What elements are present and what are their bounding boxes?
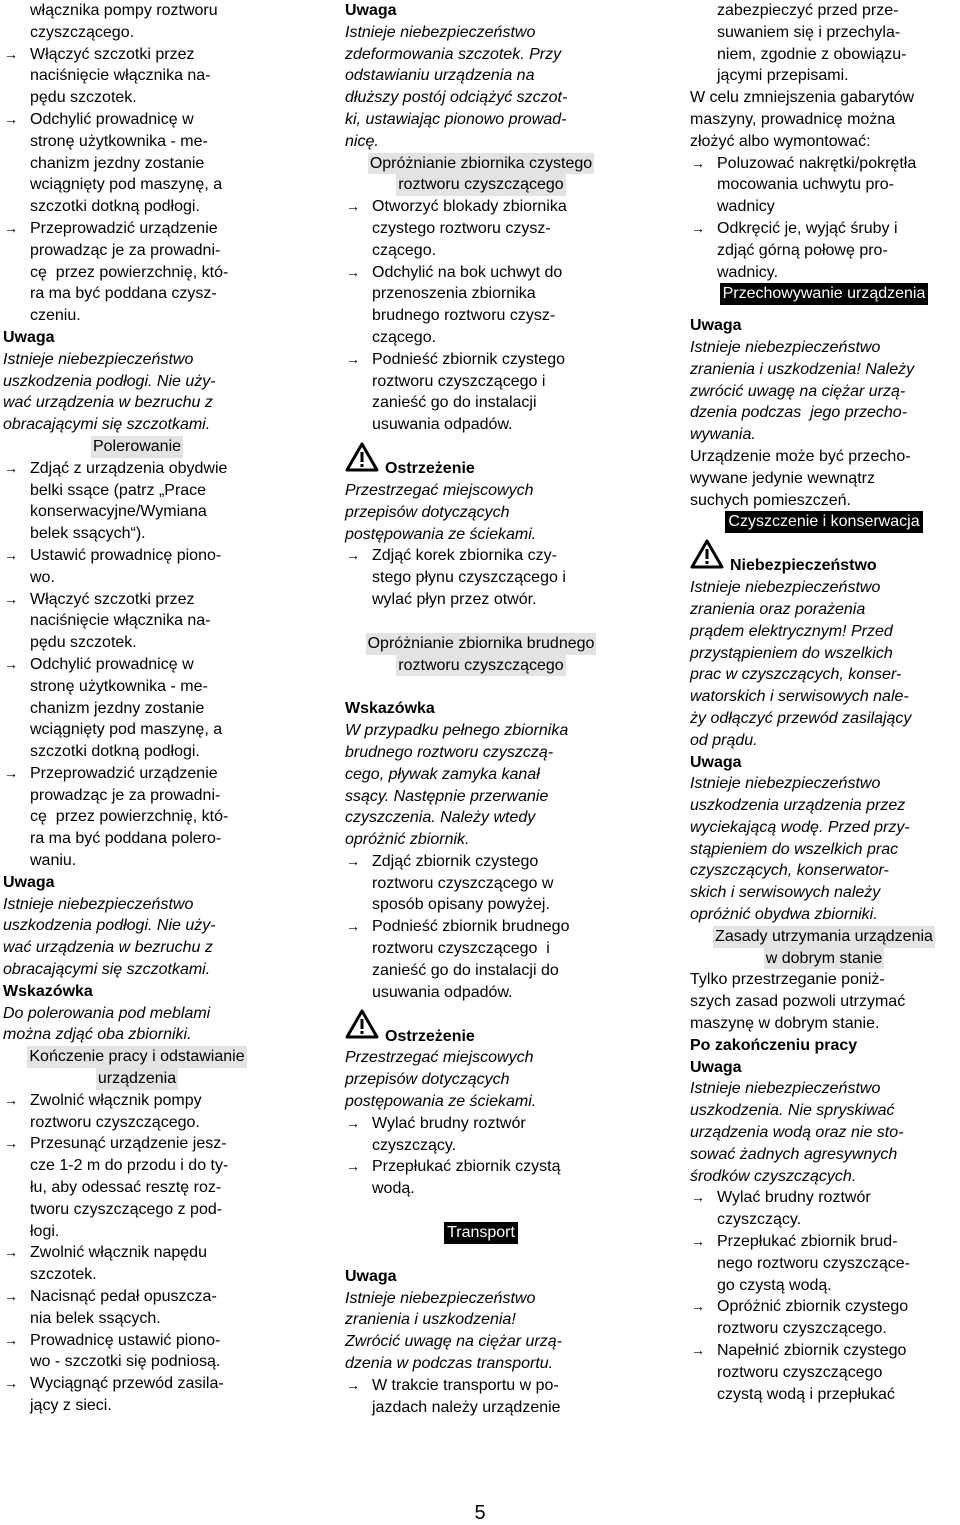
text-line: Polerowanie	[91, 436, 183, 458]
text-line: pędu szczotek.	[30, 634, 137, 652]
text-line: wać urządzenia w bezruchu z	[3, 394, 213, 412]
text-line: roztworu czyszczącego.	[30, 1113, 200, 1131]
text-line: Prowadnicę ustawić piono-	[30, 1331, 221, 1349]
text-line: stego płynu czyszczącego i	[372, 569, 566, 587]
instruction-step	[3, 545, 271, 589]
note-heading	[690, 1057, 958, 1079]
text-line: Opróżnić zbiornik czystego	[717, 1298, 909, 1316]
text-line: Wylać brudny roztwór	[372, 1114, 526, 1132]
warning-title: Ostrzeżenie	[385, 460, 475, 478]
text-line: łu, aby odessać resztę roz-	[30, 1179, 222, 1197]
note-text	[690, 1078, 958, 1187]
text-line: od prądu.	[690, 731, 758, 749]
note-heading	[690, 315, 958, 337]
text-line: opróżnić zbiornik.	[345, 831, 470, 849]
arrow-right-icon: →	[691, 219, 705, 236]
instruction-step	[690, 1340, 958, 1405]
arrow-right-icon: →	[4, 1288, 18, 1305]
note-text	[3, 1003, 271, 1047]
text-line: Poluzować nakrętki/pokrętła	[717, 154, 917, 172]
text-line: nicę.	[345, 132, 379, 150]
text-line: Przepłukać zbiornik brud-	[717, 1233, 898, 1251]
note-text	[690, 337, 958, 446]
note-text	[3, 894, 271, 981]
text-line: Odchylić prowadnicę w	[30, 110, 194, 128]
text-line: Włączyć szczotki przez	[30, 45, 195, 63]
text-line: uszkodzenia podłogi. Nie uży-	[3, 372, 216, 390]
arrow-right-icon: →	[4, 590, 18, 607]
text-line: Uwaga	[345, 1267, 397, 1285]
text-line: naciśnięcie włącznika na-	[30, 612, 211, 630]
text-line: jący z sieci.	[30, 1397, 112, 1414]
arrow-right-icon: →	[691, 1189, 705, 1206]
text-line: chanizm jezdny zostanie	[30, 699, 205, 717]
text-line: jącymi przepisami.	[717, 67, 849, 85]
text-line: roztworu czyszczącego	[396, 655, 565, 677]
text-line: włącznika pompy roztworu	[30, 2, 218, 19]
text-line: Przeprowadzić urządzenie	[30, 219, 218, 237]
text-line: wylać płyn przez otwór.	[372, 590, 537, 608]
text-line: czyszczący.	[717, 1211, 802, 1229]
text-line: obracającymi się szczotkami.	[3, 416, 211, 434]
paragraph	[690, 0, 958, 87]
text-line: w dobrym stanie	[764, 948, 885, 970]
text-line: szczotek.	[30, 1266, 97, 1284]
text-line: Istnieje niebezpieczeństwo	[690, 579, 881, 597]
text-line: skich i serwisowych należy	[690, 884, 881, 902]
text-line: przepisów dotyczących	[345, 1071, 510, 1089]
warning-title: Ostrzeżenie	[385, 1027, 475, 1045]
arrow-right-icon: →	[4, 110, 18, 127]
note-text	[345, 1288, 617, 1375]
text-line: brudnego roztworu czysz-	[372, 307, 556, 325]
instruction-step	[3, 109, 271, 218]
arrow-right-icon: →	[346, 547, 360, 564]
text-line: stąpieniem do wszelkich prac	[690, 840, 899, 858]
text-line: usuwania odpadów.	[372, 983, 513, 1001]
text-line: Zasady utrzymania urządzenia	[713, 926, 935, 948]
text-line: zanieść go do instalacji	[372, 394, 537, 412]
section-heading	[690, 926, 958, 970]
text-line: wciągnięty pod maszynę, a	[30, 721, 223, 739]
note-text	[345, 720, 617, 851]
text-line: konserwacyjne/Wymiana	[30, 503, 207, 521]
text-line: czyszczenia. Należy wtedy	[345, 809, 536, 827]
text-line: Włączyć szczotki przez	[30, 590, 195, 608]
text-line: Zwrócić uwagę na ciężar urzą-	[345, 1333, 562, 1351]
text-line: Zwolnić włącznik pompy	[30, 1091, 202, 1109]
text-line: Odchylić prowadnicę w	[30, 655, 194, 673]
arrow-right-icon: →	[346, 1114, 360, 1131]
text-line: wo.	[30, 568, 55, 586]
arrow-right-icon: →	[346, 1158, 360, 1175]
text-line: łogi.	[30, 1222, 60, 1240]
text-line: cego, pływak zamyka kanał	[345, 765, 540, 783]
text-line: wyciekającą wodę. Przed przy-	[690, 818, 910, 836]
text-line: wadnicy	[717, 198, 775, 216]
text-line: zdjąć górną połowę pro-	[717, 241, 888, 259]
text-line: można zdjąć oba zbiorniki.	[3, 1026, 192, 1044]
text-line: urządzenia	[96, 1068, 178, 1090]
note-text	[345, 480, 617, 545]
arrow-right-icon: →	[4, 459, 18, 476]
arrow-right-icon: →	[346, 350, 360, 367]
instruction-step	[3, 763, 271, 872]
spacer	[345, 1244, 617, 1266]
text-line: czeniu.	[30, 307, 81, 325]
text-line: Przepłukać zbiornik czystą	[372, 1158, 561, 1176]
text-line: szczotki dotkną podłogi.	[30, 198, 200, 216]
text-line: czystą wodą i przepłukać	[717, 1385, 895, 1403]
instruction-step	[345, 851, 617, 916]
column-3	[690, 0, 958, 1405]
text-line: Istnieje niebezpieczeństwo	[345, 1289, 536, 1307]
text-line: nego roztworu czyszczące-	[717, 1254, 910, 1272]
warning-triangle-icon	[690, 539, 724, 569]
text-line: Uwaga	[690, 317, 742, 335]
text-line: szczotki dotkną podłogi.	[30, 743, 200, 761]
text-line: Zdjąć zbiornik czystego	[372, 852, 539, 870]
text-line: zdeformowania szczotek. Przy	[345, 45, 562, 63]
note-text	[690, 773, 958, 926]
instruction-step	[3, 1373, 271, 1417]
text-line: obracającymi się szczotkami.	[3, 961, 211, 979]
text-line: suchych pomieszczeń.	[690, 491, 851, 509]
arrow-right-icon: →	[346, 852, 360, 869]
paragraph	[690, 446, 958, 511]
instruction-step	[345, 916, 617, 1003]
instruction-step	[3, 654, 271, 763]
text-line: usuwania odpadów.	[372, 416, 513, 434]
text-line: Po zakończeniu pracy	[690, 1036, 858, 1054]
text-line: Istnieje niebezpieczeństwo	[690, 338, 881, 356]
arrow-right-icon: →	[691, 1298, 705, 1315]
warning-triangle-icon	[345, 442, 379, 472]
arrow-right-icon: →	[4, 1331, 18, 1348]
text-line: Odchylić na bok uchwyt do	[372, 263, 563, 281]
text-line: roztworu czyszczącego.	[717, 1320, 887, 1338]
text-line: Istnieje niebezpieczeństwo	[3, 350, 194, 368]
arrow-right-icon: →	[4, 1135, 18, 1152]
text-line: W przypadku pełnego zbiornika	[345, 722, 569, 740]
text-line: Przesunąć urządzenie jesz-	[30, 1135, 227, 1153]
text-line: czącego.	[372, 241, 437, 259]
text-line: Zdjąć z urządzenia obydwie	[30, 459, 228, 477]
warning-triangle-icon	[345, 1009, 379, 1039]
text-line: Uwaga	[3, 873, 55, 891]
instruction-step	[3, 44, 271, 109]
text-line: Otworzyć blokady zbiornika	[372, 198, 567, 216]
text-line: prowadząc je za prowadni-	[30, 786, 221, 804]
column-2	[345, 0, 617, 1418]
paragraph	[690, 969, 958, 1034]
arrow-right-icon: →	[691, 154, 705, 171]
instruction-step	[345, 545, 617, 610]
instruction-step	[345, 349, 617, 436]
note-text	[345, 1047, 617, 1112]
text-line: stronę użytkownika - me-	[30, 132, 208, 150]
instruction-step	[690, 153, 958, 218]
text-line: czystego roztworu czysz-	[372, 219, 551, 237]
text-line: Podnieść zbiornik czystego	[372, 350, 565, 368]
warning-block	[345, 436, 617, 480]
text-line: czyszczącego.	[30, 23, 135, 41]
text-line: Istnieje niebezpieczeństwo	[3, 895, 194, 913]
page-number: 5	[474, 1502, 486, 1524]
text-line: dzenia w podczas transportu.	[345, 1355, 554, 1373]
instruction-step	[690, 1296, 958, 1340]
text-line: zranienia oraz porażenia	[690, 600, 866, 618]
text-line: Ustawić prowadnicę piono-	[30, 546, 222, 564]
text-line: czyszczących, konserwator-	[690, 862, 889, 880]
text-line: pędu szczotek.	[30, 89, 137, 107]
instruction-step	[3, 1242, 271, 1286]
note-heading	[3, 872, 271, 894]
text-line: Istnieje niebezpieczeństwo	[690, 775, 881, 793]
spacer	[690, 305, 958, 315]
text-line: Wylać brudny roztwór	[717, 1189, 871, 1207]
text-line: wywane jedynie wewnątrz	[690, 469, 875, 487]
text-line: zanieść go do instalacji do	[372, 961, 559, 979]
text-line: Nacisnąć pedał opuszcza-	[30, 1288, 217, 1306]
note-heading	[690, 1035, 958, 1057]
spacer	[345, 1200, 617, 1222]
instruction-step	[345, 196, 617, 261]
text-line: roztworu czyszczącego	[396, 174, 565, 196]
text-line: go czystą wodą.	[717, 1276, 832, 1294]
text-line: Czyszczenie i konserwacja	[725, 511, 922, 533]
text-line: sować żadnych agresywnych	[690, 1145, 898, 1163]
text-line: roztworu czyszczącego i	[372, 372, 546, 390]
note-heading	[3, 981, 271, 1003]
section-heading-inverse	[690, 283, 958, 305]
text-line: W trakcie transportu w po-	[372, 1376, 559, 1394]
text-line: maszynę w dobrym stanie.	[690, 1015, 880, 1033]
instruction-step	[690, 218, 958, 283]
text-line: wodą.	[372, 1180, 415, 1198]
text-line: Odkręcić je, wyjąć śruby i	[717, 219, 898, 237]
section-heading	[3, 1046, 271, 1090]
text-line: ra ma być poddana czysz-	[30, 285, 217, 303]
spacer	[345, 611, 617, 633]
text-line: roztworu czyszczącego i	[372, 940, 550, 958]
arrow-right-icon: →	[4, 1375, 18, 1392]
text-line: ży odłączyć przewód zasilający	[690, 709, 912, 727]
arrow-right-icon: →	[4, 219, 18, 236]
text-line: przystąpieniem do wszelkich	[690, 644, 893, 662]
text-line: Transport	[444, 1222, 518, 1244]
instruction-step	[345, 1113, 617, 1157]
text-line: postępowania ze ściekami.	[345, 1093, 537, 1111]
text-line: opróżnić obydwa zbiorniki.	[690, 906, 878, 924]
text-line: Istnieje niebezpieczeństwo	[345, 23, 536, 41]
text-line: Urządzenie może być przecho-	[690, 447, 911, 465]
section-heading-inverse	[345, 1222, 617, 1244]
instruction-step	[345, 1375, 617, 1419]
arrow-right-icon: →	[346, 918, 360, 935]
note-heading	[3, 327, 271, 349]
arrow-right-icon: →	[4, 1091, 18, 1108]
note-heading	[690, 752, 958, 774]
paragraph	[690, 87, 958, 152]
text-line: prac w czyszczących, konser-	[690, 666, 902, 684]
text-line: Wskazówka	[345, 700, 435, 718]
text-line: brudnego roztworu czyszczą-	[345, 743, 554, 761]
text-line: cze 1-2 m do przodu i do ty-	[30, 1157, 229, 1175]
instruction-step	[3, 218, 271, 327]
text-line: dzenia podczas jego przecho-	[690, 404, 908, 422]
text-line: Podnieść zbiornik brudnego	[372, 918, 570, 936]
text-line: wo - szczotki się podniosą.	[30, 1353, 221, 1371]
warning-block	[690, 533, 958, 577]
text-line: Opróżnianie zbiornika czystego	[368, 153, 594, 175]
text-line: stronę użytkownika - me-	[30, 677, 208, 695]
text-line: uszkodzenia podłogi. Nie uży-	[3, 917, 216, 935]
text-line: wać urządzenia w bezruchu z	[3, 939, 213, 957]
text-line: uszkodzenia urządzenia przez	[690, 797, 906, 815]
arrow-right-icon: →	[4, 1244, 18, 1261]
text-line: ra ma być poddana polero-	[30, 830, 222, 848]
instruction-step	[3, 589, 271, 654]
text-line: czącego.	[372, 328, 437, 346]
text-line: Wskazówka	[3, 982, 93, 1000]
text-line: szych zasad pozwoli utrzymać	[690, 993, 906, 1011]
text-line: wadnicy.	[717, 263, 779, 281]
text-line: W celu zmniejszenia gabarytów	[690, 89, 915, 107]
instruction-step	[345, 1156, 617, 1200]
text-line: sposób opisany powyżej.	[372, 896, 550, 914]
arrow-right-icon: →	[346, 1376, 360, 1393]
arrow-right-icon: →	[4, 45, 18, 62]
section-heading	[345, 633, 617, 677]
note-heading	[345, 698, 617, 720]
instruction-step	[3, 1090, 271, 1134]
text-line: Uwaga	[345, 2, 397, 19]
note-text	[690, 577, 958, 751]
text-line: cę przez powierzchnię, któ-	[30, 263, 229, 281]
text-line: odstawianiu urządzenia na	[345, 67, 535, 85]
arrow-right-icon: →	[4, 546, 18, 563]
text-line: Uwaga	[3, 328, 55, 346]
text-line: prądem elektrycznym! Przed	[690, 622, 893, 640]
text-line: Istnieje niebezpieczeństwo	[690, 1080, 881, 1098]
text-line: roztworu czyszczącego w	[372, 874, 554, 892]
text-line: Opróżnianie zbiornika brudnego	[366, 633, 597, 655]
text-line: czyszczący.	[372, 1136, 457, 1154]
instruction-step	[3, 1330, 271, 1374]
text-line: zranienia i uszkodzenia!	[345, 1311, 516, 1329]
text-line: waniu.	[30, 852, 77, 870]
text-line: postępowania ze ściekami.	[345, 525, 537, 543]
note-text	[3, 349, 271, 436]
arrow-right-icon: →	[691, 1233, 705, 1250]
text-line: cę przez powierzchnię, któ-	[30, 808, 229, 826]
text-line: urządzenia wodą oraz nie sto-	[690, 1124, 904, 1142]
text-line: ki, ustawiając pionowo prowad-	[345, 110, 567, 128]
text-line: Wyciągnąć przewód zasila-	[30, 1375, 224, 1393]
text-line: uszkodzenia. Nie spryskiwać	[690, 1102, 895, 1120]
text-line: mocowania uchwytu pro-	[717, 176, 894, 194]
text-line: zranienia i uszkodzenia! Należy	[690, 360, 915, 378]
text-line: Tylko przestrzeganie poniż-	[690, 971, 885, 989]
text-line: wciągnięty pod maszynę, a	[30, 176, 223, 194]
text-line: watorskich i serwisowych nale-	[690, 688, 909, 706]
text-line: niem, zgodnie z obowiązu-	[717, 45, 907, 63]
section-heading	[345, 153, 617, 197]
instruction-step	[3, 458, 271, 545]
text-line: zwrócić uwagę na ciężar urzą-	[690, 382, 906, 400]
arrow-right-icon: →	[346, 263, 360, 280]
warning-block	[345, 1003, 617, 1047]
section-heading-inverse	[690, 511, 958, 533]
text-line: tworu czyszczącego z pod-	[30, 1200, 223, 1218]
text-line: Przestrzegać miejscowych	[345, 481, 534, 499]
text-line: suwaniem się i przechyla-	[717, 23, 901, 41]
text-line: Zdjąć korek zbiornika czy-	[372, 547, 557, 565]
warning-title: Niebezpieczeństwo	[730, 557, 877, 575]
instruction-step	[3, 1133, 271, 1242]
instruction-step	[690, 1187, 958, 1231]
text-line: Do polerowania pod meblami	[3, 1004, 211, 1022]
arrow-right-icon: →	[346, 198, 360, 215]
text-line: wywania.	[690, 426, 756, 444]
text-line: chanizm jezdny zostanie	[30, 154, 205, 172]
arrow-right-icon: →	[691, 1342, 705, 1359]
text-line: przenoszenia zbiornika	[372, 285, 536, 303]
text-line: Uwaga	[690, 1058, 742, 1076]
note-text	[345, 22, 617, 153]
text-line: Zwolnić włącznik napędu	[30, 1244, 207, 1262]
text-line: belek ssących“).	[30, 525, 146, 543]
column-1	[3, 0, 271, 1417]
instruction-step	[345, 262, 617, 349]
text-line: złożyć albo wymontować:	[690, 132, 871, 150]
note-heading	[345, 1266, 617, 1288]
instruction-step	[690, 1231, 958, 1296]
note-heading	[345, 0, 617, 22]
text-line: maszyny, prowadnicę można	[690, 110, 896, 128]
text-line: roztworu czyszczącego	[717, 1363, 883, 1381]
text-line: Kończenie pracy i odstawianie	[27, 1046, 246, 1068]
text-line: zabezpieczyć przed prze-	[717, 2, 899, 19]
text-line: ssący. Następnie przerwanie	[345, 787, 549, 805]
instruction-step	[3, 1286, 271, 1330]
text-line: środków czyszczących.	[690, 1167, 857, 1185]
arrow-right-icon: →	[4, 655, 18, 672]
text-line: Przeprowadzić urządzenie	[30, 764, 218, 782]
text-line: belki ssące (patrz „Prace	[30, 481, 207, 499]
text-line: Przestrzegać miejscowych	[345, 1049, 534, 1067]
spacer	[345, 676, 617, 698]
text-line: jazdach należy urządzenie	[372, 1398, 561, 1416]
section-heading	[3, 436, 271, 458]
text-line: dłuższy postój odciążyć szczot-	[345, 89, 568, 107]
text-line: Napełnić zbiornik czystego	[717, 1342, 907, 1360]
paragraph	[3, 0, 271, 44]
text-line: Przechowywanie urządzenia	[720, 283, 929, 305]
text-line: przepisów dotyczących	[345, 503, 510, 521]
text-line: Uwaga	[690, 753, 742, 771]
arrow-right-icon: →	[4, 764, 18, 781]
text-line: naciśnięcie włącznika na-	[30, 67, 211, 85]
text-line: nia belek ssących.	[30, 1309, 161, 1327]
text-line: prowadząc je za prowadni-	[30, 241, 221, 259]
